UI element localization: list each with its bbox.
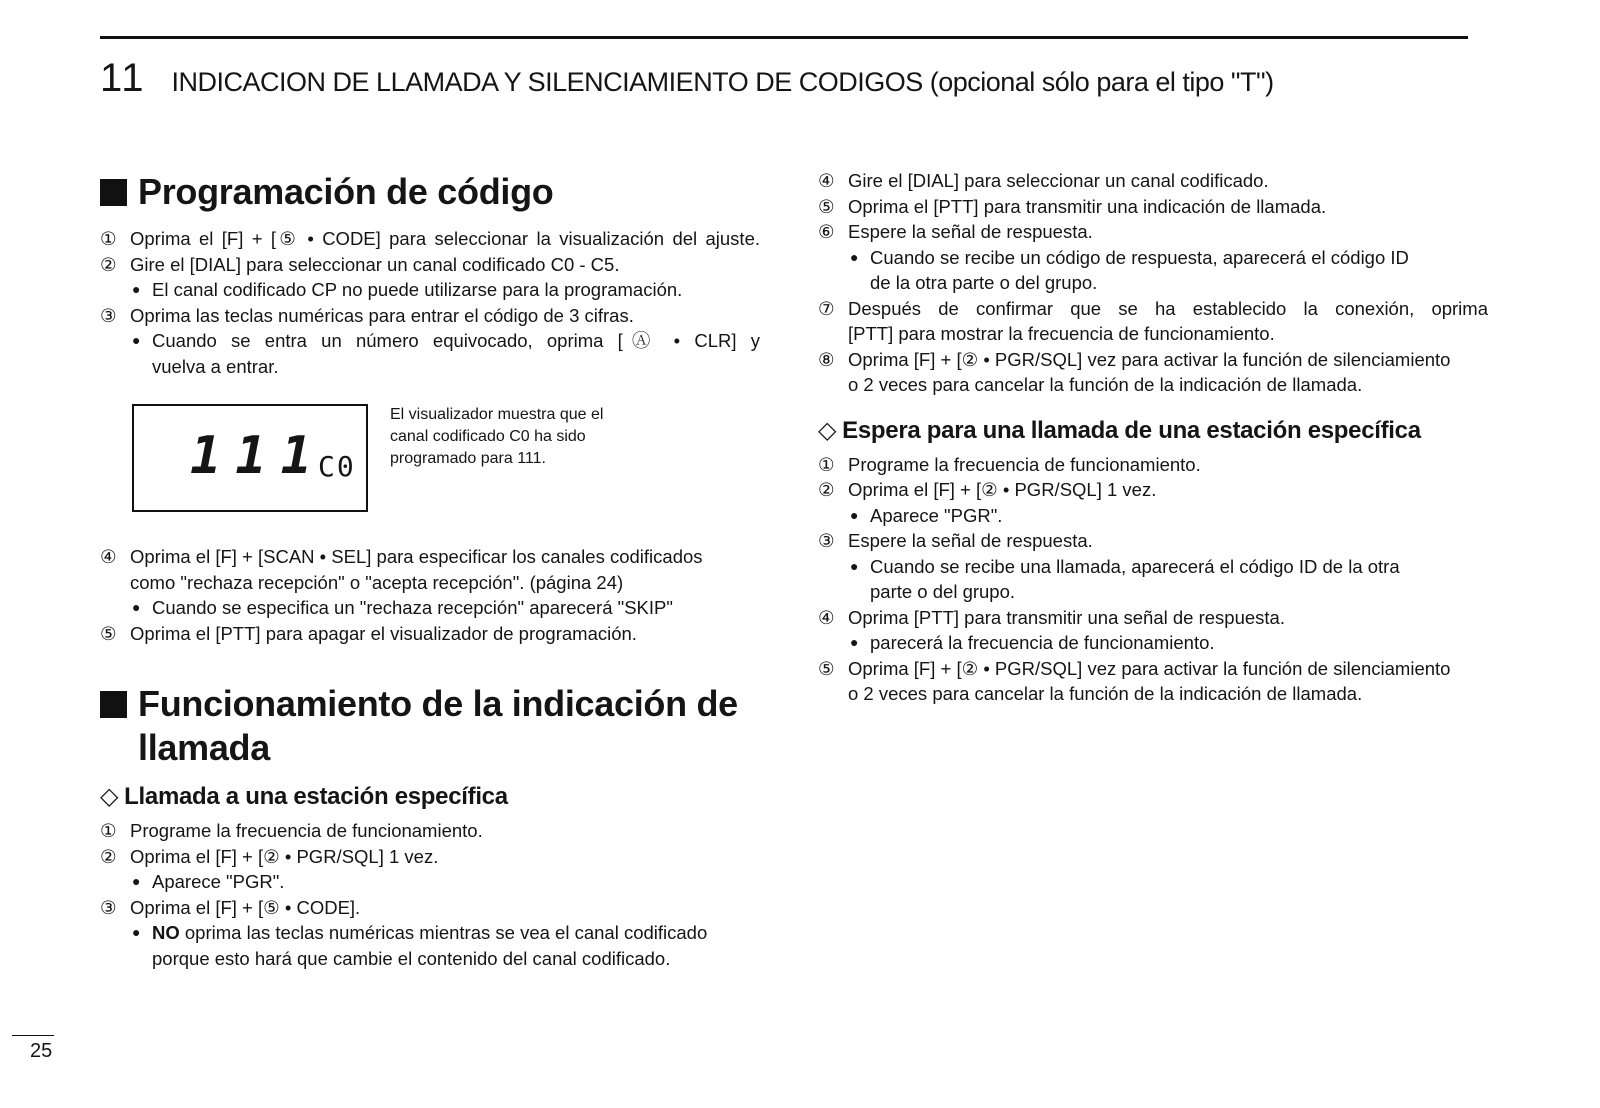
step-6: ⑥ Espere la señal de respuesta. xyxy=(818,221,1093,242)
step-8: ⑧ Oprima [F] + [② • PGR/SQL] vez para activar la función de silenciamiento xyxy=(818,348,1451,370)
bullet-icon: ● xyxy=(132,873,141,889)
step-5: ⑤ Oprima [F] + [② • PGR/SQL] vez para activar la función de silenciamiento xyxy=(818,657,1451,679)
step-4: ④ Oprima [PTT] para transmitir una señal de respuesta. xyxy=(818,606,1285,628)
step-5: ⑤ Oprima el [PTT] para transmitir una indicación de llamada. xyxy=(818,195,1327,217)
section-square-icon xyxy=(100,691,127,718)
section-title-programacion: Programación de código xyxy=(100,170,760,214)
step-4: ④ Oprima el [F] + [SCAN • SEL] para especificar los canales codificados xyxy=(100,546,703,567)
diamond-icon: ◇ xyxy=(818,416,837,444)
chapter-number: 11 xyxy=(100,56,146,100)
bullet-icon: ● xyxy=(850,506,859,523)
footer-rule xyxy=(12,1035,54,1036)
bullet-note: ● Aparece "PGR". xyxy=(100,869,760,895)
chapter-header xyxy=(100,56,1480,101)
header-rule xyxy=(100,36,1468,39)
step-4: ④ Gire el [DIAL] para seleccionar un canal codificado. xyxy=(818,170,1269,191)
bullet-icon: ● xyxy=(850,557,859,574)
step-2: ② Oprima el [F] + [② • PGR/SQL] 1 vez. xyxy=(100,845,439,867)
lcd-caption: El visualizador muestra que el canal codificado C0 ha sido programado para 111. xyxy=(390,406,604,467)
bullet-icon: ● xyxy=(850,248,859,265)
bullet-icon: ● xyxy=(132,924,141,940)
left-column xyxy=(100,170,760,971)
bullet-note-continued: porque esto hará que cambie el contenido del canal codificado. xyxy=(152,947,671,969)
step-2: ② Gire el [DIAL] para seleccionar un canal codificado C0 - C5. xyxy=(100,253,620,275)
bullet-note: ● NO oprima las teclas numéricas mientras se vea el canal codificado xyxy=(100,920,760,946)
subsection-title: ◇ Espera para una llamada de una estación específica xyxy=(818,416,1421,444)
bullet-note: ● parecerá la frecuencia de funcionamiento. xyxy=(818,630,1488,656)
step-3: ③ Oprima las teclas numéricas para entrar el código de 3 cifras. xyxy=(100,304,634,326)
right-column xyxy=(818,168,1488,707)
bullet-note-continued: parte o del grupo. xyxy=(870,581,1016,602)
lcd-channel-code: C0 xyxy=(318,450,356,483)
step-4-continued: como "rechaza recepción" o "acepta recepción". (página 24) xyxy=(130,571,624,593)
step-1: ① Programe la frecuencia de funcionamiento. xyxy=(100,820,483,841)
page-number: 25 xyxy=(30,1040,53,1062)
step-1: ① Programe la frecuencia de funcionamiento. xyxy=(818,453,1201,475)
bullet-note-continued: de la otra parte o del grupo. xyxy=(870,272,1098,293)
bullet-note-continued: vuelva a entrar. xyxy=(152,355,279,377)
step-7: ⑦ Después de confirmar que se ha establecido la conexión, oprima xyxy=(818,297,1488,319)
bullet-icon: ● xyxy=(850,634,859,650)
step-7-continued: [PTT] para mostrar la frecuencia de funcionamiento. xyxy=(848,323,1275,344)
bullet-icon: ● xyxy=(132,332,141,348)
step-5: ⑤ Oprima el [PTT] para apagar el visualizador de programación. xyxy=(100,622,637,644)
bullet-icon: ● xyxy=(132,281,141,297)
bullet-note: ● Cuando se especifica un "rechaza recepción" aparecerá "SKIP" xyxy=(100,595,760,621)
bullet-icon: ● xyxy=(132,599,141,615)
step-3: ③ Oprima el [F] + [⑤ • CODE]. xyxy=(100,896,361,918)
step-3: ③ Espere la señal de respuesta. xyxy=(818,530,1093,551)
bullet-note: ● Aparece "PGR". xyxy=(818,503,1488,529)
subsection-title: ◇ Llamada a una estación específica xyxy=(100,783,508,810)
section-square-icon xyxy=(100,179,127,206)
bullet-note: ● El canal codificado CP no puede utilizarse para la programación. xyxy=(100,277,760,303)
step-5-continued: o 2 veces para cancelar la función de la indicación de llamada. xyxy=(848,683,1363,704)
step-8-continued: o 2 veces para cancelar la función de la indicación de llamada. xyxy=(848,374,1363,395)
chapter-title: INDICACION DE LLAMADA Y SILENCIAMIENTO DE CODIGOS (opcional sólo para el tipo "T") xyxy=(171,67,1274,97)
diamond-icon: ◇ xyxy=(100,783,119,810)
step-2: ② Oprima el [F] + [② • PGR/SQL] 1 vez. xyxy=(818,479,1157,500)
section-title-funcionamiento: Funcionamiento de la indicación de llamada xyxy=(100,682,760,770)
bullet-note: ● Cuando se recibe una llamada, aparecerá el código ID de la otra xyxy=(818,554,1488,580)
lcd-display xyxy=(132,404,368,512)
lcd-display-figure xyxy=(100,404,760,522)
bullet-note: ● Cuando se entra un número equivocado, oprima [Ⓐ • CLR] y xyxy=(100,328,760,354)
bullet-note: ● Cuando se recibe un código de respuesta, aparecerá el código ID xyxy=(818,245,1488,271)
step-1: ① Oprima el [F] + [⑤ • CODE] para seleccionar la visualización del ajuste. xyxy=(100,228,760,249)
lcd-digits: 111 xyxy=(190,426,326,486)
